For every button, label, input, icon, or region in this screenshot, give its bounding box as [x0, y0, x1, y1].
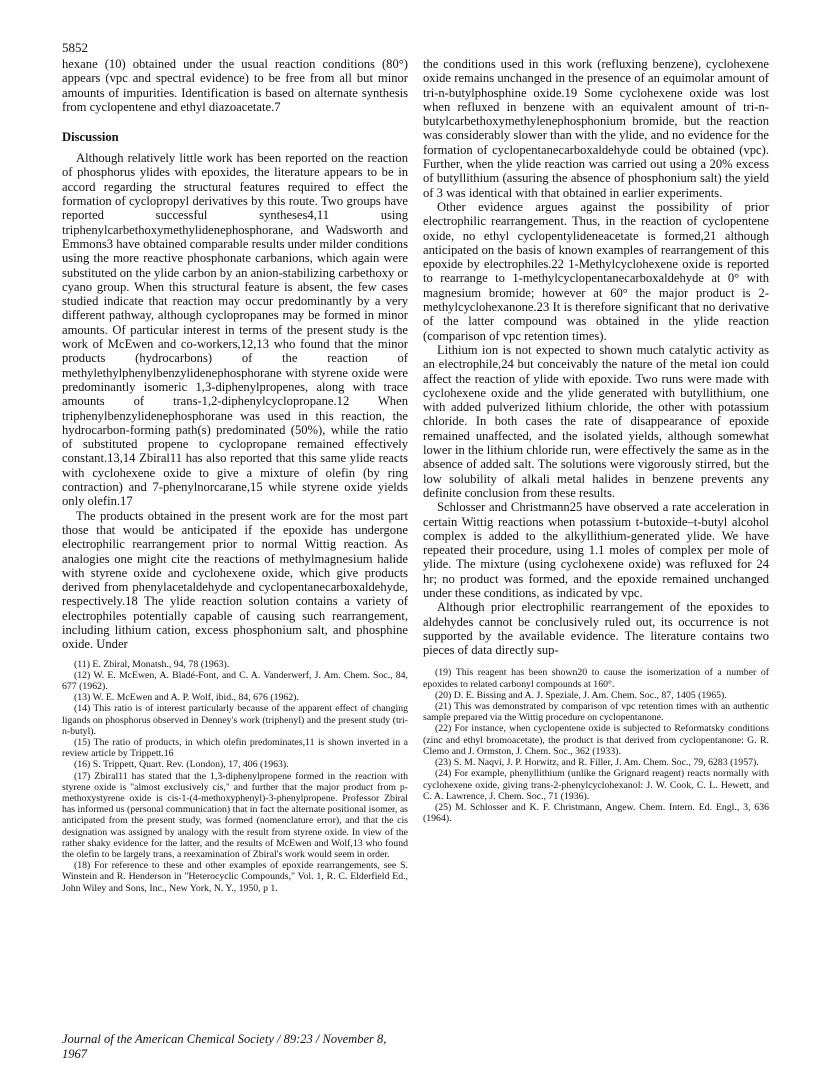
- footnote: (25) M. Schlosser and K. F. Christmann, Angew. Chem. Intern. Ed. Engl., 3, 636 (1964).: [423, 801, 769, 825]
- footnote: (12) W. E. McEwen, A. Bladé-Font, and C. A. Vanderwerf, J. Am. Chem. Soc., 84, 677 (1962).: [62, 669, 408, 692]
- paragraph: Other evidence argues against the possibility of prior electrophilic rearrangement. Thus, in the reaction of cyclopentene oxide, no ethyl cyclopentylideneacetate is formed,21 although anticipated on the basis of known examples of rearrangement of this epoxide by electrophiles.22 1-Methylcyclohexene oxide is reported to rearrange to 1-methylcyclopentanecarboxaldehyde at 0° with magnesium bromide; however at 60° the major product is 2-methylcyclohexanone.23 It is therefore significant that no derivative of the latter compound was obtained in the ylide reaction (comparison of vpc retention times).: [423, 199, 769, 343]
- paragraph: Schlosser and Christmann25 have observed a rate acceleration in certain Wittig reactions when potassium t-butoxide–t-butyl alcohol complex is added to the alkyllithium-generated ylide. We have repeated their procedure, using 1.1 moles of complex per mole of ylide. The mixture (using cyclohexene oxide) was refluxed for 24 hr; no product was formed, and the epoxide remained unchanged under these conditions, as indicated by vpc.: [423, 500, 769, 600]
- footnote: (20) D. E. Bissing and A. J. Speziale, J. Am. Chem. Soc., 87, 1405 (1965).: [435, 689, 727, 701]
- paragraph: the conditions used in this work (refluxing benzene), cyclohexene oxide remains unchanged in the presence of an equimolar amount of tri-n-butylphosphine oxide.19 Some cyclohexene oxide was lost when refluxed in benzene with an equivalent amount of tri-n-butylcarbethoxymethylenephosphonium bromide, but the reaction was considerably slower than with the ylide, and no evidence for the formation of cyclopentanecarboxaldehyde could be obtained (vpc). Further, when the ylide reaction was carried out using a 20% excess of butyllithium (assuring the absence of phosphonium salt) the yield of 3 was identical with that obtained in earlier experiments.: [423, 57, 769, 200]
- footnote: (23) S. M. Naqvi, J. P. Horwitz, and R. Filler, J. Am. Chem. Soc., 79, 6283 (1957).: [435, 757, 759, 769]
- paragraph: hexane (10) obtained under the usual reaction conditions (80°) appears (vpc and spectral evidence) to be free from all but minor amounts of impurities. Identification is based on alternate synthesis from cyclopentene and ethyl diazoacetate.7: [62, 57, 408, 114]
- footnote: (21) This was demonstrated by comparison of vpc retention times with an authentic sample prepared via the Wittig procedure on cyclopentanone.: [423, 701, 769, 724]
- left-body: [62, 57, 408, 652]
- footnote: (13) W. E. McEwen and A. P. Wolf, ibid., 84, 676 (1962).: [74, 692, 299, 704]
- footnote: (24) For example, phenyllithium (unlike the Grignard reagent) reacts normally with cyclohexene oxide, giving trans-2-phenylcyclohexanol: J. W. Cook, C. L. Hewett, and C. A. Lawrence, J. Chem. Soc., 71 (1936).: [423, 768, 769, 802]
- paragraph: Lithium ion is not expected to shown much catalytic activity as an electrophile,24 but conceivably the nature of the metal ion could affect the reaction of ylide with epoxide. Two runs were made with cyclohexene oxide and the ylide generated with butyllithium, one with added pulverized lithium chloride, the other with potassium chloride. In both cases the rate of disappearance of epoxide remained unaffected, and the isolated yields, although somewhat lower in the lithium chloride run, were effectively the same as in the absence of added salt. The solutions were vigorously stirred, but the low solubility of alkali metal halides in benzene prevents any definite conclusion from these results.: [423, 342, 769, 500]
- page-number: 5852: [62, 40, 88, 55]
- footnote: (18) For reference to these and other examples of epoxide rearrangements, see S. Winstein and R. Henderson in "Heterocyclic Compounds," Vol. 1, R. C. Elderfield Ed., John Wiley and Sons, Inc., New York, N. Y., 1950, p 1.: [62, 860, 408, 894]
- journal-footer: Journal of the American Chemical Society / 89:23 / November 8, 1967: [62, 1032, 387, 1061]
- footnote: (19) This reagent has been shown20 to cause the isomerization of a number of epoxides to related carbonyl compounds at 160°.: [423, 667, 769, 690]
- footnote: (11) E. Zbiral, Monatsh., 94, 78 (1963).: [74, 658, 230, 670]
- footnote: (15) The ratio of products, in which olefin predominates,11 is shown inverted in a review article by Trippett.16: [62, 737, 408, 760]
- right-column: [423, 57, 769, 824]
- paragraph: The products obtained in the present work are for the most part those that would be anticipated if the epoxide has undergone electrophilic rearrangement prior to normal Wittig reaction. As analogies one might cite the reactions of methylmagnesium halide with styrene oxide and cyclohexene oxide, which give products derived from phenylacetaldehyde and cyclopentanecarboxaldehyde, respectively.18 The ylide reaction solution contains a variety of electrophiles potentially capable of causing such rearrangement, including lithium cation, excess phosphonium salt, and phosphine oxide. Under: [62, 508, 408, 652]
- paragraph: Although prior electrophilic rearrangement of the epoxides to aldehydes cannot be conclusively ruled out, its occurrence is not supported by the available evidence. The literature contains two pieces of data directly sup-: [423, 600, 769, 658]
- left-column: [62, 57, 408, 894]
- right-body: [423, 57, 769, 657]
- footnote: (16) S. Trippett, Quart. Rev. (London), 17, 406 (1963).: [74, 759, 289, 771]
- footnote: (17) Zbiral11 has stated that the 1,3-diphenylpropene formed in the reaction with styrene oxide is "almost exclusively cis," and further that the major product from p-methoxystyrene oxide is cis-1-(4-methoxyphenyl)-3-phenylpropene. Professor Zbiral has informed us (personal communication) that in fact the alternate positional isomer, as anticipated from the present study, was formed (nomenclature error), and that the cis designation was assigned by analogy with the result from styrene oxide. In view of the rather shaky evidence for the latter, and the results of McEwen and Wolf,13 who found the olefin to be largely trans, a reexamination of Zbiral's work would seem in order.: [62, 770, 408, 861]
- paragraph: Although relatively little work has been reported on the reaction of phosphorus ylides with epoxides, the literature appears to be in accord regarding the structural features required to effect the formation of cyclopropyl derivatives by this route. Two groups have reported successful syntheses4,11 using triphenylcarbethoxymethylidenephosphorane, and Wadsworth and Emmons3 have obtained comparable results under milder conditions using the more reactive phosphonate carbanions, which again were substituted on the ylide carbon by an anion-stabilizing carbethoxy or cyano group. When this structural feature is absent, the few cases studied indicate that reaction may occur predominantly by a very different pathway, although cyclopropanes may be formed in minor amounts. Of particular interest in terms of the present study is the work of McEwen and co-workers,12,13 who found that the minor products (hydrocarbons) of the reaction of methylethylphenylbenzylidenephosphorane with styrene oxide were predominantly isomeric 1,3-diphenylpropenes, along with trace amounts of trans-1,2-diphenylcyclopropane.12 When triphenylbenzylidenephosphorane was used in this reaction, the hydrocarbon-forming path(s) predominated (50%), while the ratio of substituted propene to cyclopropane remained effectively constant.13,14 Zbiral11 has also reported that this same ylide reacts with cyclohexene oxide to give a mixture of olefin (by ring contraction) and 7-phenylnorcarane,15 while styrene oxide yields only olefin.17: [62, 151, 408, 509]
- footnote: (22) For instance, when cyclopentene oxide is subjected to Reformatsky conditions (zinc and ethyl bromoacetate), the product is that derived from cyclopentanone: G. R. Clemo and J. Ormston, J. Chem. Soc., 362 (1933).: [423, 723, 769, 757]
- footnotes-left: [62, 659, 408, 894]
- footnote: (14) This ratio is of interest particularly because of the apparent effect of changing ligands on phosphorus observed in Denney's work (triphenyl) and the present study (tri-n-butyl).: [62, 703, 408, 737]
- section-heading: Discussion: [62, 130, 119, 145]
- footnotes-right: [423, 667, 769, 824]
